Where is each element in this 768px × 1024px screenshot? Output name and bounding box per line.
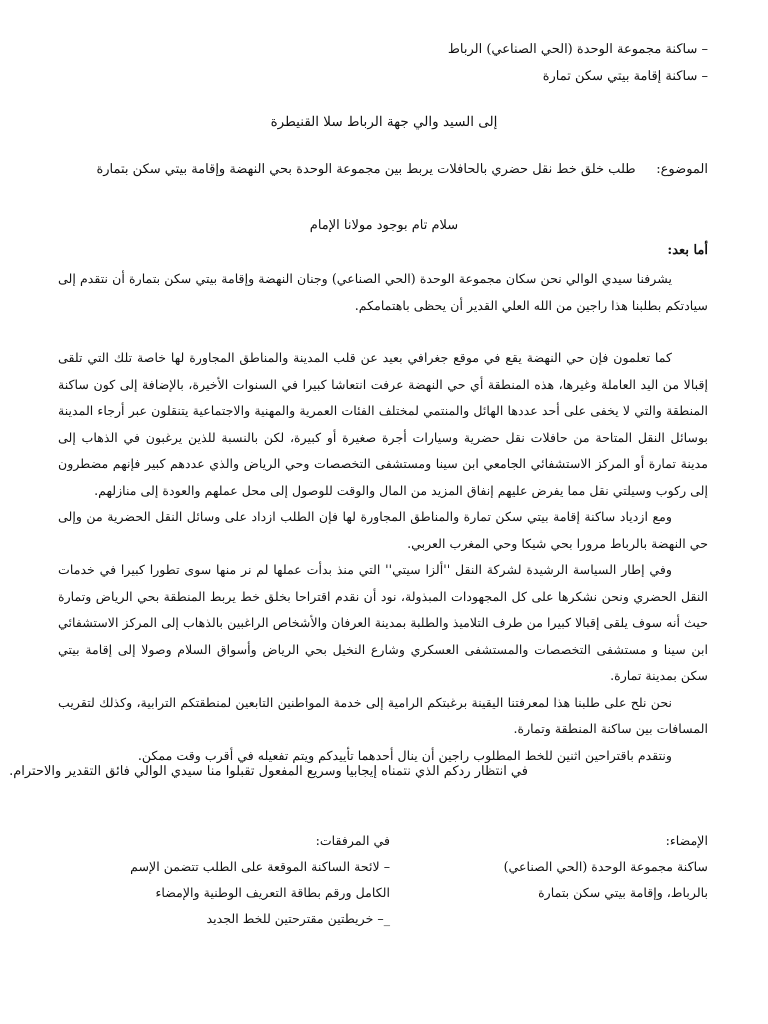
body-paragraph-1: كما تعلمون فإن حي النهضة يقع في موقع جغرافي بعيد عن قلب المدينة والمناطق المجاورة لها خاصة تلك التي تلقى إقبالا من اليد العاملة وغيرها، هذه المنطقة أي حي النهضة عرفت انتعاشا كبيرا في السنوات الأخيرة، بالإضافة إلى كون ساكنة المنطقة والتي لا يخفى على أحد عددها الهائل والمنتمي لمختلف الفئات العمرية والمهنية والاجتماعية يتنقلون عبر أرجاء المدينة بوسائل النقل المتاحة من حافلات نقل حضرية وسيارات أجرة صغيرة أو كبيرة، لكن بالنسبة للذين يرغبون في الذهاب إلى مدينة تمارة أو المركز الاستشفائي الجامعي ابن سينا ومستشفى التخصصات وحي الرياض والذي عددهم كبير فإنهم مضطرون إلى ركوب وسيلتي نقل مما يفرض عليهم إنفاق المزيد من المال والوقت للوصول إلى محل عملهم والعودة إلى منازلهم. (58, 350, 708, 498)
body-paragraph-2: ومع ازدياد ساكنة إقامة بيتي سكن تمارة والمناطق المجاورة لها فإن الطلب ازداد على وسائل النقل الحضرية من وإلى حي النهضة بالرباط مرورا بحي شيكا وحي المغرب العربي. (58, 509, 708, 551)
subject-line (96, 162, 708, 177)
signature-line-1: ساكنة مجموعة الوحدة (الحي الصناعي) (503, 859, 708, 874)
sender-line-2: – ساكنة إقامة بيتي سكن تمارة (542, 69, 708, 84)
signature-block (408, 828, 708, 906)
body-paragraphs (58, 345, 708, 769)
signature-heading: الإمضاء: (665, 833, 708, 848)
body-paragraph-3: وفي إطار السياسة الرشيدة لشركة النقل ''ألزا سيتي'' التي منذ بدأت عملها لم نر منها سوى تطورا كبيرا في خدمات النقل الحضري ونحن نشكرها على كل المجهودات المبذولة، نود أن نقدم اقتراحا بخلق خط يربط المنطقة بحي الرياض وتمارة حيث أنه سوف يلقى إقبالا كبيرا من طرف التلاميذ والطلبة بمدينة العرفان والأشخاص الراغبين بالذهاب إلى المركز الاستشفائي ابن سينا و مستشفى التخصصات والمستشفى العسكري وشارع النخيل بحي الرياض وأسواق السلام وصولا إلى إقامة بيتي سكن بمدينة تمارة. (58, 562, 708, 683)
attachments-heading: في المرفقات: (315, 833, 390, 848)
opening-phrase: أما بعد: (667, 243, 708, 258)
signature-line-2: بالرباط، وإقامة بيتي سكن بتمارة (538, 885, 708, 900)
sender-line-1: – ساكنة مجموعة الوحدة (الحي الصناعي) الرباط (447, 42, 708, 57)
closing-line: في انتظار ردكم الذي نتمناه إيجابيا وسريع المفعول تقبلوا منا سيدي الوالي فائق التقدير والاحترام. (9, 764, 528, 779)
intro-text: يشرفنا سيدي الوالي نحن سكان مجموعة الوحدة (الحي الصناعي) وجنان النهضة وإقامة بيتي سكن بتمارة أن نتقدم إلى سيادتكم بطلبنا هذا راجين من الله العلي القدير أن يحظى باهتمامكم. (58, 271, 708, 313)
attachments-block (110, 828, 390, 932)
sender-list (448, 36, 708, 90)
subject-text: طلب خلق خط نقل حضري بالحافلات يربط بين مجموعة الوحدة بحي النهضة وإقامة بيتي سكن بتمارة (96, 162, 636, 177)
body-paragraph-5: ونتقدم باقتراحين اثنين للخط المطلوب راجين أن ينال أحدهما تأييدكم ويتم تفعيله في أقرب وقت ممكن. (137, 747, 672, 763)
recipient-line: إلى السيد والي جهة الرباط سلا القنيطرة (270, 114, 498, 130)
subject-label: الموضوع: (656, 162, 708, 177)
salutation: سلام تام بوجود مولانا الإمام (309, 218, 459, 233)
intro-paragraph (58, 266, 708, 319)
attachment-item-2: _– خريطتين مقترحتين للخط الجديد (206, 911, 390, 926)
attachment-item-1: – لائحة الساكنة الموقعة على الطلب تتضمن الإسم الكامل ورقم بطاقة التعريف الوطنية والإمضاء (130, 859, 390, 900)
body-paragraph-4: نحن نلح على طلبنا هذا لمعرفتنا اليقينة برغبتكم الرامية إلى خدمة المواطنين التابعين لمنطقتكم الترابية، وكذلك لتقريب المسافات بين ساكنة المنطقة وتمارة. (58, 694, 708, 736)
